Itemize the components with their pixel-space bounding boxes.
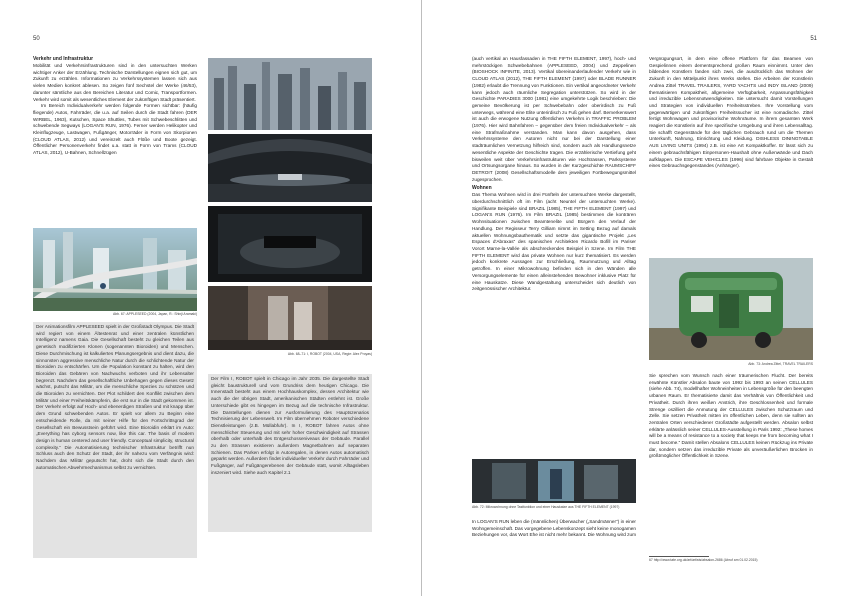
- footnote-67: 67 http://www.tate.org.uk/art/artists/absalon-2686 (Abruf am 01.02.2015): [649, 558, 758, 562]
- appleseed-info-text: Der Animationsfilm APPLESEED spielt in der Großstadt Olympus. Die Stadt wird regiert von einem Ältestenrat und einer zentralen künstlichen Intelligenz namens Gaia. Die Gesellschaft besteht zu gleichen Teilen aus genetisch modifizierten Klonen (sogenannten Bioroiden) und Menschen. Diese Durchmischung ist kalkuliertes Planungsergebnis und dient dazu, die sinnonsten aggressive menschliche Natur durch die schlichtende Natur der Bioroiden zu entschärfen. Um die Population konstant zu halten, wird den Bioroiden das Gebären von Nachwuchs verboten und ihr Lebensalter begrenzt. Nachdem das gesellschaftliche Unbehagen gegen dieses Gesetz wächst, putscht das Militär, um die menschliche Spezies zu schützen und die Bioroiden zu vernichten. Der Plot schildert den Konflikt zwischen dem Militär und einer Freiheitskämpferin, die erst nur in die Stadt gekommen ist. Der Verkehr erfolgt auf Hoch- und ebenerdigen Straßen und mit knapp über dem Grund schwebenden Autos. Er spielt vor allem zu Beginn eine entscheidende Rolle, da mit seiner Hilfe für den Fortschrittsgrad der Gesellschaft ein Bewusstsein geführt wird. Eine Bioroidin erklärt im Auto: „Everything has cyborg sensors now, like this car. The basis of modern design is human centered and user friendly. Conceptual simplicity, structural complexity.“ Die Automatisierung technischer Infrastruktur betrifft nun Schluss auch den Schutz der Stadt, der ihr nahezu vom Verfängnis wird: Nachdem das Militär geputscht hat, droht sich die Stadt durch den automatischen Abwehrmechanismus selbst zu vernichten.: [36, 324, 194, 470]
- body-paragraph: Im Bereich Individualverkehr werden folgende Formen sichtbar: (häufig fliegende) Autos, Fahrräder, die u.a. auf Seilen durch die Stadt fahren (DER WIRBEL, 1963), Kutschen, Space Shuttles, Tubes mit Schwebeschlitten und schwebende Segways (LOGAN'S RUN, 1976). Ferner werden Helikopter und Kleinflugzeuge, Lastwagen, Fußgänger, Motorräder in Form von Skorpionen (CLOUD ATLAS, 2012) und vereinzelt auch Flöße und Boote gezeigt. Öffentlicher Personenverkehr findet u.a. statt in Form von Trams (CLOUD ATLAS, 2012), U-Bahnen, Schnellzügen: [33, 103, 197, 156]
- right-column-2: [649, 56, 813, 170]
- right-column-1: [472, 56, 636, 293]
- logans-run-paragraph: In LOGAN'S RUN leben die (männlichen) Überwacher („Sandmänner“) in einer Wohngemeinschaft. Das vorgegebene Lebenskonzept sieht keine monogamen Beziehungen vor, das Wort Ehe ist nicht mehr bekannt. Die Wohnung wird zum: [472, 519, 636, 538]
- figure-73-caption: Abb. 73: Andrea Zittel, TRAVEL TRAILERS: [748, 362, 813, 366]
- figure-72-caption: Abb. 72: Mikrowohnung ohne Tastfunktion und einer Hauskatze aus THE FIFTH ELEMENT (1997): [472, 505, 620, 509]
- intro-paragraph: Mobilität und Verkehrsinfrastrukturen sind in den untersuchten Werken wichtiger Anker der Erzählung. Technische Darstellungen eignen sich gut, um Zukunft zu erzählen. Informationen zu Verkehrssystemen lassen sich aus vielen Medien konkret ablesen. So zeigen fünf Sechstel der Werke (46/53), darunter sämtliche aus den Bereichen Literatur und Comic, Transportformen. Verkehr wird somit als wesentliches Element der zukünftigen Stadt präsentiert.: [33, 63, 197, 102]
- wohnen-heading: Wohnen: [472, 185, 492, 192]
- zittel-paragraph: Vergnügungsort, in dem eine offene Plattform für das Beamen von Gespielinnen einem dementsprechend großen Raum einnimmt. Unter den bildenden Künstlern fanden sich zwei, die ausdrücklich das Wohnen der Zukunft in den Mittelpunkt ihres Werks stellen. Die Arbeiten der Künstlerin Andrea Zittel TRAVEL TRAILERS, YARD YACHTS und INDY ISLAND (2009) thematisieren Kompaktheit, allgemeine Verfügbarkeit, Anpassungsfähigkeit und irreduzible Lebensnotwendigkeiten. Sie untersucht damit Vorstellungen und Strategien von individuellen Freiheitsstreben. Ihre Vorstellung vom gegenwärtigen und zukünftigen Freiheitssucher ist eine nomadische. Zittel fertigt Wohnwagen und provisorische Wohnräume. In ihrem gesamten Werk reagiert die Künstlerin auf ihre spezifische Umgebung und ihren Lebensalltag. Sie schafft Gegenstände für den täglichen Gebrauch rund um die Themen Unterkunft, Nahrung, Einrichtung und Kleidung. DISHLESS DININGTABLE AUS LIVING UNITS (1994) z.B. ist eine Art Kompaktkoffer. Er lässt sich zu einem gebrauchsfähigen Einpersonen-Haushalt ohne Außenwände und Dach aufklappen. Die ESCAPE VEHICLES (1996) sind fahrbare Objekte in Gestalt eines Gebrauchsgegenstandes (Anhänger).: [649, 56, 813, 169]
- i-robot-interior-image: [208, 206, 372, 282]
- transport-continuation: (auch vertikal an Hausfassaden in THE FIFTH ELEMENT, 1997), hoch- und mehrstöckigen Schwebebahnen (APPLESEED, 2004) und Zeppelinen (BIOSHOCK INFINITE, 2013). Vertikal übereinanderlaufender Verkehr wie in CLOUD ATLAS (2012), THE FIFTH ELEMENT (1997) oder BLADE RUNNER (1982) erlaubt die Trennung von Funktionen. Ein vertikal angeordneter Verkehr kann jedoch auch räumliche Segregation unterstützen. So wird in der Geschichte PARADIES 3000 (1981) eine umgekehrte Logik beschrieben: Die gemeine Bevölkerung ist per Schwebebahn oder oberirdisch zu Fuß unterwegs, während eine Elite unterirdisch zu Fuß gehen darf. Bemerkenswert ist auch die erwogene Nutzung öffentlichen Verkehrs in TRAFFIC PROBLEM (1976). Hier wird Bahnfahren – gegenüber dem freien Individualverkehr – als eine Strafmaßnahme verstanden. Man kann davon ausgehen, dass Verkehrssysteme den Autoren nicht nur bei der Darstellung einer stadträumlichen Vernetzung hilfreich sind, sondern auch als Handlungsnetze wesentliche Aspekte der Geschichte tragen. Die erzählerische Vertiefung geht bisweilen weit über Verkehrsinfrastrukturen wie Hochtrassen, Parksysteme und Ortsungsorgane hinaus. So wurden in der Kurzgeschichte RAUMSCHIFF DETROIT (2008) Gesellschaftsmodelle dem jeweiligen Fortbewegungsmittel zugesprochen.: [472, 56, 636, 182]
- figures-68-71-caption: Abb. 68–71: I, ROBOT (2004, USA, Regie: Alex Proyas): [287, 352, 372, 356]
- section-heading: Verkehr und Infrastruktur: [33, 56, 94, 62]
- appleseed-image: [33, 228, 197, 311]
- i-robot-city-image: [208, 58, 372, 130]
- wohnen-paragraph: Das Thema Wohnen wird in drei Fünfteln der untersuchten Werke dargestellt, überdurchschnittlich oft im Film (acht Neuntel der untersuchten Werke). Signifikante Beispiele sind BRAZIL (1985), THE FIFTH ELEMENT (1997) und LOGAN'S RUN (1976). Im Film BRAZIL (1985) bestimmen die konträren Wohnsituationen zwischen Beamtenelite und Bürgern den Verlauf der Handlung. Der Regisseur Terry Gilliam nimmt im Setting Bezug auf damals aktuellen Wohnungsbauthematik und setzte das gigantische Projekt „Les Espaces d'Abraxas“ des spanischen Architekten Ricardo Bofill im Pariser Vorort Marne-la-Vallée als abschreckendes Beispiel in Szene. Im Film THE FIFTH ELEMENT wird das private Wohnen nur kurz thematisiert. Es werden jedoch konkrete Aussagen zur Erschließung, Raumnutzung und Alltag getroffen. In einer Mikrowohnung befinden sich in den Wänden alle Versorgungselemente für einen alleinstehenden Bewohner inklusive Platz für eine Hauskatze. Diese Wandgestaltung unterscheidet sich deutlich von zeitgenössischer Architektur.: [472, 192, 636, 292]
- left-page: [0, 0, 421, 596]
- right-page: [422, 0, 843, 596]
- travel-trailers-image: [649, 258, 813, 360]
- figure-67-caption: Abb. 67: APPLESEED (2004, Japan, R.: Shinji Aramaki): [112, 312, 197, 316]
- absalon-paragraph: Sie sprechen vom Wunsch nach einer träumerischen Flucht. Der bereits erwähnte Künstler Absalon baute von 1992 bis 1993 an seinen CELLULES (siehe Abb. 74), modellhafter Wohneinheiten in Lebensgröße für den beengten urbanen Raum. Er thematisierte damit das Verhältnis von Öffentlichkeit und Privatheit. Durch ihren weißen Anstrich, ihre Geschlossenheit und formale Strenge oszilliert die Anmutung der CELLULES zwischen Schutzraum und Zelle. Sie setzen Privatheit mitten im öffentlichen Leben, denn sie sollten an zentralen Orten verschiedener Großstädte aufgestellt werden. Absalon selbst erklärte anlässlich seiner CELLULES-Ausstellung in Paris 1992: „These homes will be a means of resistance to a society that keeps me from becoming what I must become.“ Damit stellen Absalons CELLULES keinen Rückzug ins Private dar, sondern setzen das irreduzible Private als unveräußerlichen Brocken in größtmöglicher Öffentlichkeit in Szene.: [649, 373, 813, 459]
- i-robot-street-image: [208, 286, 372, 350]
- i-robot-info-text: Der Film I, ROBOT spielt in Chicago im Jahr 2035. Die dargestellte Stadt gleicht baustrukturell und vom Grundriss dem heutigen Chicago. Die Innenstadt besteht aus einem Hochhauskomplex, dessen Architektur wie auch die der übrigen Stadt, amerikanischen Städten entlehnt ist. Große Unterschiede gibt es hingegen im Bezug auf die technische Infrastruktur. Die Darstellungen dienen zur Ausformulierung des Hauptszenarios Technisierung der Lebenswelt. Im Film übernehmen Roboter verschiedene Dienstleistungen (z.B. Müllabfuhr). In I, ROBOT fahren Autos ohne menschlicher Steuerung und mit sehr hoher Geschwindigkeit auf Strassen oberhalb oder unterhalb des Entgeschosseniveaus der Gebäude. Parallel zu den Strassen existieren außerdem Magnetbahnen auf separaten Schienen. Das Parken erfolgt in Autoregalen, in denen Autos automatisch geparkt werden. Außerdem findet individueller Verkehr durch Fahrräder und Fußgänger, auf Fußgängerebenen der Gebäude statt, womit Alltagsleben inszeniert wird. Siehe auch Kapitel 2.1: [211, 376, 369, 475]
- page-number-left: 50: [33, 36, 40, 42]
- fifth-element-apartment-image: [472, 459, 636, 503]
- appleseed-info-box: [33, 322, 197, 558]
- left-column-top: [33, 56, 197, 157]
- footnote-rule: [649, 556, 709, 557]
- page-number-right: 51: [810, 36, 817, 42]
- i-robot-tunnel-image: [208, 134, 372, 202]
- i-robot-info-box: [208, 374, 372, 532]
